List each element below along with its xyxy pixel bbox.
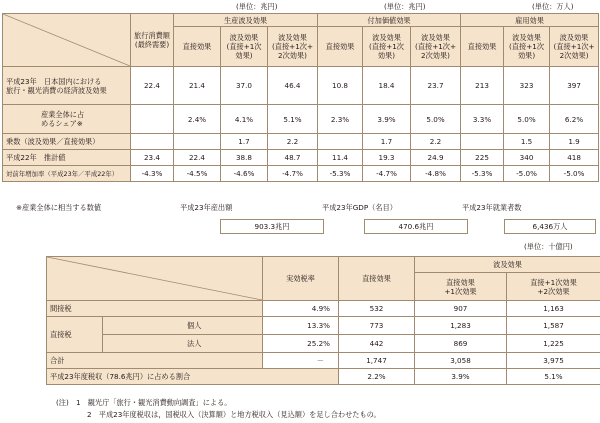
cell: 18.4	[363, 67, 411, 105]
row-label-share: 産業全体に占 めるシェア※	[3, 105, 131, 134]
cell: 21.4	[174, 67, 221, 105]
cell: 2.4%	[174, 105, 221, 134]
cell: 10.8	[318, 67, 363, 105]
table-row	[47, 369, 600, 385]
cell: 23.4	[131, 150, 174, 166]
cell: 23.7	[411, 67, 461, 105]
cell: -4.7%	[363, 166, 411, 182]
production-direct-header: 直接効果	[174, 27, 221, 67]
cell: 1.9	[550, 134, 599, 150]
table-row	[3, 150, 599, 166]
cell: 418	[550, 150, 599, 166]
cell: -4.3%	[131, 166, 174, 182]
table-row	[3, 105, 599, 134]
industry-total-label-employment: 平成23年就業者数	[462, 203, 522, 212]
row-label-direct-tax: 直接税	[47, 317, 103, 353]
cell: -5.3%	[461, 166, 504, 182]
cell	[131, 134, 174, 150]
table-row	[47, 301, 600, 317]
cell: 1,163	[507, 301, 600, 317]
cell: 3.9%	[415, 369, 507, 385]
cell: 213	[461, 67, 504, 105]
cell: 907	[415, 301, 507, 317]
cell: 5.0%	[411, 105, 461, 134]
employment-direct-header: 直接効果	[461, 27, 504, 67]
tax-ripple2-header: 直接+1次効果 +2次効果	[507, 273, 600, 301]
cell: 869	[415, 335, 507, 353]
cell: 340	[504, 150, 550, 166]
production-indirect1-header: 波及効果 (直接+1次 効果)	[221, 27, 268, 67]
cell: 5.1%	[507, 369, 600, 385]
cell: 11.4	[318, 150, 363, 166]
cell: 1.5	[504, 134, 550, 150]
row-label-yoy-growth: 対前年増加率（平成23年／平成22年）	[3, 166, 131, 182]
tax-ripple1-header: 直接効果 +1次効果	[415, 273, 507, 301]
value-added-indirect2-header: 波及効果 (直接+1次+ 2次効果)	[411, 27, 461, 67]
row-label-total: 合計	[47, 353, 263, 369]
row-label-individual: 個人	[103, 317, 263, 335]
cell: 25.2%	[263, 335, 339, 353]
unit-label-production: (単位：兆円)	[236, 2, 278, 11]
cell: 2.2	[411, 134, 461, 150]
cell: 397	[550, 67, 599, 105]
cell: 37.0	[221, 67, 268, 105]
cell: 5.1%	[268, 105, 318, 134]
cell: 3,975	[507, 353, 600, 369]
cell: -5.0%	[550, 166, 599, 182]
row-label-indirect-tax: 間接税	[47, 301, 263, 317]
table-row	[47, 353, 600, 369]
cell: 22.4	[131, 67, 174, 105]
cell	[318, 134, 363, 150]
industry-total-value-gdp: 470.6兆円	[364, 219, 468, 234]
unit-label-value-added: (単位：兆円)	[384, 2, 426, 11]
cell: 1,747	[339, 353, 415, 369]
tax-ripple-effect-header: 波及効果	[415, 257, 600, 273]
note-1: (注) 1 観光庁「旅行・観光消費動向調査」による。	[56, 398, 232, 407]
table-row	[3, 134, 599, 150]
value-added-effect-header: 付加価値効果	[318, 14, 461, 27]
cell: 2.2	[268, 134, 318, 150]
cell: 442	[339, 335, 415, 353]
value-added-indirect1-header: 波及効果 (直接+1次 効果)	[363, 27, 411, 67]
industry-total-label-gdp: 平成23年GDP（名目）	[322, 203, 397, 212]
row-label-multiplier: 乗数（波及効果／直接効果）	[3, 134, 131, 150]
cell: 24.9	[411, 150, 461, 166]
employment-effect-header: 雇用効果	[461, 14, 599, 27]
cell: 13.3%	[263, 317, 339, 335]
cell: 3.3%	[461, 105, 504, 134]
table2-corner-cell	[47, 257, 263, 301]
effective-tax-rate-header: 実効税率	[263, 257, 339, 301]
cell: 1,225	[507, 335, 600, 353]
cell	[174, 134, 221, 150]
cell: 1,587	[507, 317, 600, 335]
cell: -4.5%	[174, 166, 221, 182]
cell: 48.7	[268, 150, 318, 166]
industry-total-value-output: 903.3兆円	[220, 219, 324, 234]
row-label-corporate: 法人	[103, 335, 263, 353]
table-row	[3, 67, 599, 105]
cell: 4.9%	[263, 301, 339, 317]
industry-total-label-output: 平成23年産出額	[180, 203, 233, 212]
share-footnote: ※産業全体に相当する数値	[16, 203, 102, 212]
cell: 323	[504, 67, 550, 105]
cell: 4.1%	[221, 105, 268, 134]
unit-label-employment: (単位：万人)	[532, 2, 574, 11]
cell: 22.4	[174, 150, 221, 166]
value-added-direct-header: 直接効果	[318, 27, 363, 67]
cell: 2.3%	[318, 105, 363, 134]
cell	[131, 105, 174, 134]
cell: 3.9%	[363, 105, 411, 134]
cell: 6.2%	[550, 105, 599, 134]
production-indirect2-header: 波及効果 (直接+1次+ 2次効果)	[268, 27, 318, 67]
economic-ripple-table	[2, 13, 599, 182]
employment-indirect2-header: 波及効果 (直接+1次+ 2次効果)	[550, 27, 599, 67]
cell: -5.3%	[318, 166, 363, 182]
cell: 1.7	[363, 134, 411, 150]
tax-revenue-table	[46, 256, 600, 385]
cell: 3,058	[415, 353, 507, 369]
table-row	[3, 166, 599, 182]
cell: -5.0%	[504, 166, 550, 182]
cell: 1,283	[415, 317, 507, 335]
note-2: 2 平成23年度税収は，国税収入（決算額）と地方税収入（見込額）を足し合わせたもの。	[87, 410, 381, 419]
cell: 19.3	[363, 150, 411, 166]
cell: 5.0%	[504, 105, 550, 134]
cell: 1.7	[221, 134, 268, 150]
cell: 38.8	[221, 150, 268, 166]
cell: 2.2%	[339, 369, 415, 385]
cell: 532	[339, 301, 415, 317]
cell: -4.6%	[221, 166, 268, 182]
table-row	[47, 317, 600, 335]
unit-label-tax: (単位：十億円)	[524, 242, 573, 251]
cell	[461, 134, 504, 150]
cell: 773	[339, 317, 415, 335]
table-row	[47, 335, 600, 353]
cell: －	[263, 353, 339, 369]
table1-corner-cell	[3, 14, 131, 67]
cell: 225	[461, 150, 504, 166]
travel-demand-header: 旅行消費額 (最終需要)	[131, 14, 174, 67]
tax-direct-effect-header: 直接効果	[339, 257, 415, 301]
cell: -4.7%	[268, 166, 318, 182]
row-label-ripple-2011: 平成23年 日本国内における 旅行・観光消費の経済波及効果	[3, 67, 131, 105]
row-label-2010-estimate: 平成22年 推計値	[3, 150, 131, 166]
cell: 46.4	[268, 67, 318, 105]
row-label-share-of-revenue: 平成23年度税収（78.6兆円）に占める割合	[47, 369, 339, 385]
production-effect-header: 生産波及効果	[174, 14, 318, 27]
cell: -4.8%	[411, 166, 461, 182]
industry-total-value-employment: 6,436万人	[504, 219, 596, 234]
employment-indirect1-header: 波及効果 (直接+1次 効果)	[504, 27, 550, 67]
